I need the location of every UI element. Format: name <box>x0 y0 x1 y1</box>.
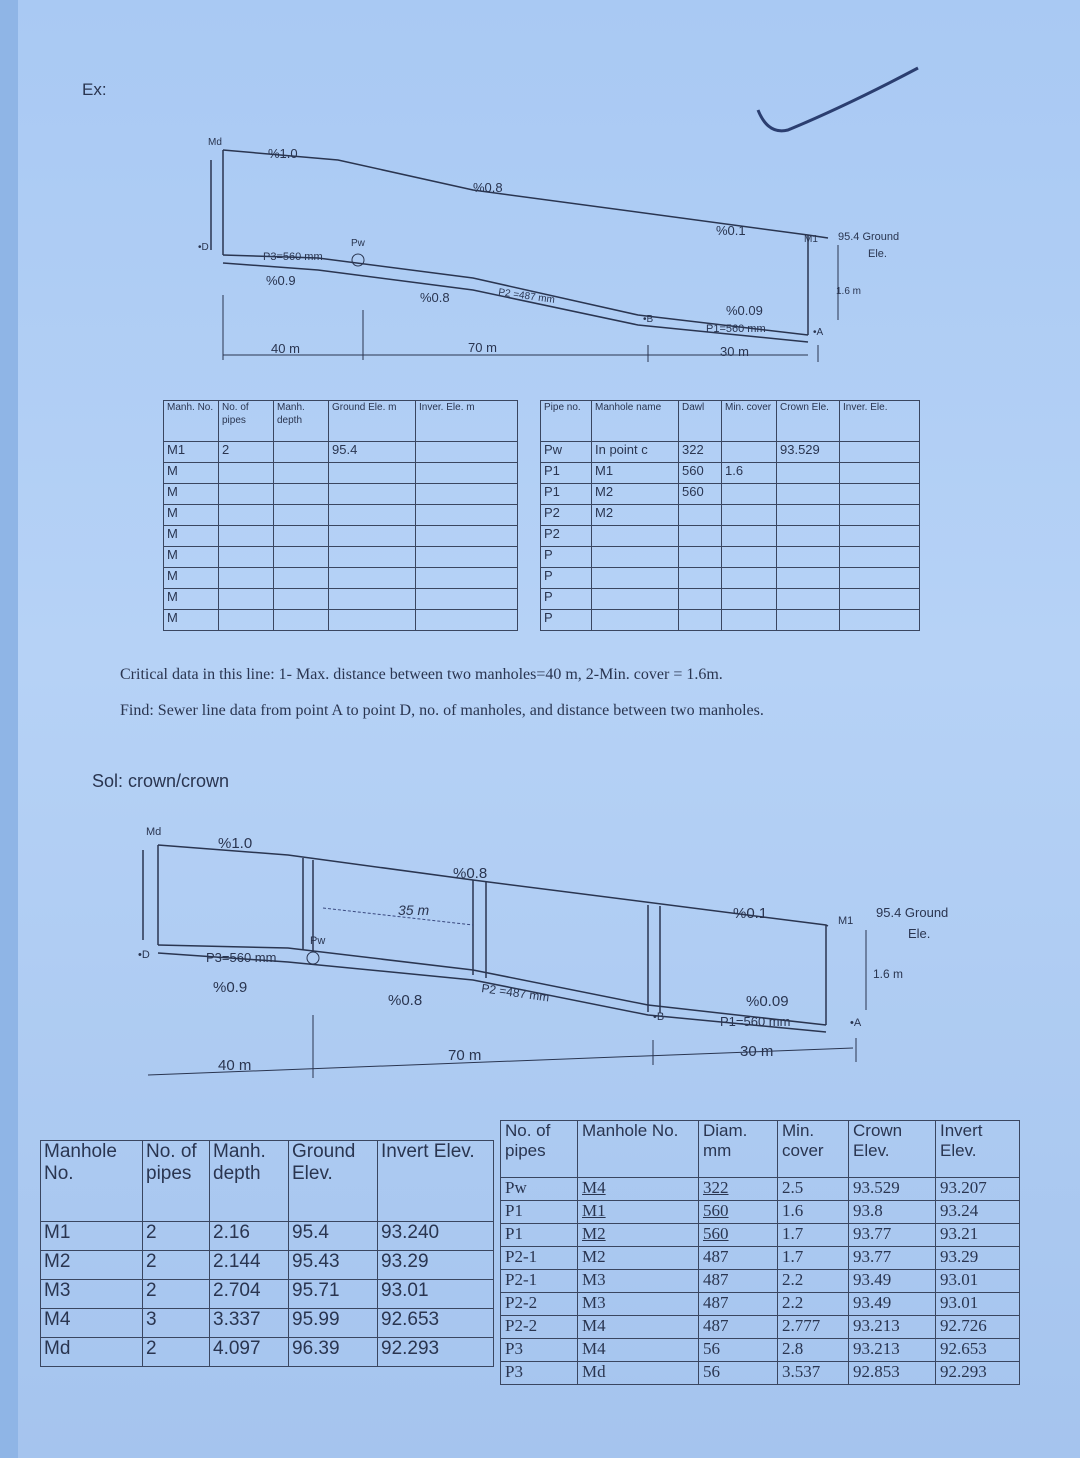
table2-cell <box>679 568 722 589</box>
table1-cell: M <box>164 505 219 526</box>
table4-cell: 322 <box>699 1178 778 1201</box>
table3-cell: 3 <box>143 1309 210 1338</box>
table3-cell: M1 <box>41 1222 143 1251</box>
d1-slope-top-right: %0.1 <box>716 223 746 238</box>
table3-cell: M3 <box>41 1280 143 1309</box>
t4-h0: No. of pipes <box>501 1121 578 1178</box>
d1-dist-3: 30 m <box>720 344 749 359</box>
table4-cell: 2.8 <box>778 1339 849 1362</box>
table2-cell: 93.529 <box>777 442 840 463</box>
table4-cell: Md <box>578 1362 699 1385</box>
table2-cell: 560 <box>679 484 722 505</box>
table2-cell <box>592 547 679 568</box>
table1-cell: M <box>164 526 219 547</box>
table2-cell: 560 <box>679 463 722 484</box>
table2-cell: M2 <box>592 505 679 526</box>
table2-cell: P <box>541 568 592 589</box>
table1-cell <box>329 568 416 589</box>
d1-slope-bottom-mid: %0.8 <box>420 290 450 305</box>
t1-h2: Manh. depth <box>274 401 329 442</box>
table1-cell: M <box>164 547 219 568</box>
d2-p1: P1=560 mm <box>720 1014 791 1029</box>
table2-cell <box>840 484 920 505</box>
t3-h1: No. of pipes <box>143 1141 210 1222</box>
table1-cell <box>274 484 329 505</box>
table1-cell <box>416 610 518 631</box>
table3-cell: 96.39 <box>289 1338 378 1367</box>
table-row <box>541 526 920 547</box>
table1-cell <box>329 484 416 505</box>
d2-p2: P2 =487 mm <box>480 981 551 1005</box>
d2-slope-top-right: %0.1 <box>733 905 768 922</box>
table4-cell: 93.49 <box>849 1270 936 1293</box>
table3-cell: 92.293 <box>378 1338 494 1367</box>
table-row <box>41 1309 494 1338</box>
table4-cell: 2.2 <box>778 1270 849 1293</box>
table1-cell: M <box>164 463 219 484</box>
table1-cell: M <box>164 484 219 505</box>
table-row <box>41 1251 494 1280</box>
table4-cell: 93.21 <box>936 1224 1020 1247</box>
t1-h3: Ground Ele. m <box>329 401 416 442</box>
table2-cell: In point c <box>592 442 679 463</box>
table3-cell: 2 <box>143 1338 210 1367</box>
table1-cell <box>219 484 274 505</box>
table2-cell <box>722 547 777 568</box>
table1-cell <box>329 505 416 526</box>
table-row <box>501 1247 1020 1270</box>
table4-cell: 487 <box>699 1316 778 1339</box>
table4-cell: 1.7 <box>778 1224 849 1247</box>
table-row <box>501 1270 1020 1293</box>
t4-h4: Crown Elev. <box>849 1121 936 1178</box>
d2-md: Md <box>146 826 162 838</box>
table4-cell: 93.213 <box>849 1339 936 1362</box>
table1-cell: M1 <box>164 442 219 463</box>
table3-cell: M4 <box>41 1309 143 1338</box>
d1-slope-bottom-left: %0.9 <box>266 273 296 288</box>
table-row <box>541 442 920 463</box>
table1-cell: 2 <box>219 442 274 463</box>
table4-cell: 3.537 <box>778 1362 849 1385</box>
table-row <box>164 589 518 610</box>
table2-cell: P <box>541 589 592 610</box>
t3-h4: Invert Elev. <box>378 1141 494 1222</box>
d1-ground-1: 95.4 Ground <box>838 231 900 243</box>
d2-dist-1: 40 m <box>218 1057 252 1074</box>
table4-cell: 93.24 <box>936 1201 1020 1224</box>
table-row <box>41 1280 494 1309</box>
d2-slope-top-mid: %0.8 <box>453 865 488 882</box>
sol-label: Sol: crown/crown <box>92 771 230 791</box>
table-row <box>501 1224 1020 1247</box>
table2-cell: 322 <box>679 442 722 463</box>
d2-point-b: •B <box>653 1011 665 1023</box>
table3-cell: 2.16 <box>210 1222 289 1251</box>
table4-cell: M2 <box>578 1247 699 1270</box>
table4-cell: 93.49 <box>849 1293 936 1316</box>
table2-cell <box>777 484 840 505</box>
table2-cell: P <box>541 610 592 631</box>
table4-cell: 487 <box>699 1247 778 1270</box>
d1-p2: P2 =487 mm <box>497 287 556 306</box>
table3-cell: 2.704 <box>210 1280 289 1309</box>
table3-cell: 93.29 <box>378 1251 494 1280</box>
pipe-table-blank <box>540 400 920 631</box>
d2-ground-2: Ele. <box>908 926 931 941</box>
table4-cell: Pw <box>501 1178 578 1201</box>
d1-p1: P1=560 mm <box>706 323 766 335</box>
table1-cell <box>219 526 274 547</box>
table-row <box>41 1338 494 1367</box>
d2-m1: M1 <box>838 915 854 927</box>
table1-cell <box>219 505 274 526</box>
table2-cell <box>777 589 840 610</box>
table2-cell <box>722 589 777 610</box>
table2-cell: P2 <box>541 526 592 547</box>
table4-cell: 487 <box>699 1293 778 1316</box>
table3-cell: 93.01 <box>378 1280 494 1309</box>
table2-cell: P2 <box>541 505 592 526</box>
table3-cell: 2 <box>143 1280 210 1309</box>
t2-h3: Min. cover <box>722 401 777 442</box>
table1-cell <box>274 442 329 463</box>
t4-h2: Diam. mm <box>699 1121 778 1178</box>
d2-slope-bottom-right: %0.09 <box>746 993 789 1010</box>
table1-cell <box>329 610 416 631</box>
table2-cell: 1.6 <box>722 463 777 484</box>
table-row <box>541 484 920 505</box>
sewer-profile-diagram-solution <box>108 820 968 1080</box>
table4-cell: 93.29 <box>936 1247 1020 1270</box>
d1-dist-2: 70 m <box>468 340 497 355</box>
table3-cell: 92.653 <box>378 1309 494 1338</box>
table2-cell: P1 <box>541 484 592 505</box>
table2-cell <box>840 442 920 463</box>
t3-h0: Manhole No. <box>41 1141 143 1222</box>
table-row <box>541 568 920 589</box>
table-row <box>164 526 518 547</box>
table-row <box>41 1222 494 1251</box>
table4-cell: 93.77 <box>849 1247 936 1270</box>
d1-p3: P3=560 mm <box>263 251 323 263</box>
d1-dist-1: 40 m <box>271 341 300 356</box>
table-row <box>164 547 518 568</box>
d2-pw: Pw <box>310 935 326 947</box>
table4-cell: 560 <box>699 1224 778 1247</box>
table1-cell <box>329 589 416 610</box>
d2-dist-2: 70 m <box>448 1047 482 1064</box>
table1-cell <box>219 547 274 568</box>
table4-cell: 93.77 <box>849 1224 936 1247</box>
d2-point-d: •D <box>138 949 150 961</box>
table4-cell: 92.293 <box>936 1362 1020 1385</box>
table4-cell: P2-1 <box>501 1247 578 1270</box>
table1-cell <box>416 505 518 526</box>
t1-h0: Manh. No. <box>164 401 219 442</box>
table-row <box>501 1201 1020 1224</box>
table-row <box>501 1178 1020 1201</box>
d2-slope-bottom-left: %0.9 <box>213 979 248 996</box>
table4-cell: P3 <box>501 1362 578 1385</box>
d2-point-a: •A <box>850 1017 862 1029</box>
table1-cell <box>274 463 329 484</box>
d1-pw: Pw <box>351 238 365 249</box>
table1-cell <box>329 463 416 484</box>
table4-cell: 1.6 <box>778 1201 849 1224</box>
table1-cell <box>416 484 518 505</box>
table2-cell <box>777 568 840 589</box>
table2-cell <box>722 505 777 526</box>
t3-h2: Manh. depth <box>210 1141 289 1222</box>
table2-cell: Pw <box>541 442 592 463</box>
table4-cell: 92.653 <box>936 1339 1020 1362</box>
d1-point-b: •B <box>643 314 654 325</box>
table4-cell: P2-1 <box>501 1270 578 1293</box>
table4-cell: P2-2 <box>501 1316 578 1339</box>
table4-cell: 93.213 <box>849 1316 936 1339</box>
d2-depth: 1.6 m <box>873 967 904 981</box>
table4-cell: 92.853 <box>849 1362 936 1385</box>
table-row <box>541 547 920 568</box>
table4-cell: 93.01 <box>936 1270 1020 1293</box>
ex-label: Ex: <box>82 80 107 99</box>
table4-cell: 56 <box>699 1362 778 1385</box>
table4-cell: 2.2 <box>778 1293 849 1316</box>
d1-m1: M1 <box>804 234 818 245</box>
table4-cell: P2-2 <box>501 1293 578 1316</box>
table1-cell <box>274 526 329 547</box>
d2-dist-3: 30 m <box>740 1043 774 1060</box>
t3-h3: Ground Elev. <box>289 1141 378 1222</box>
d1-depth: 1.6 m <box>836 286 862 297</box>
t4-h1: Manhole No. <box>578 1121 699 1178</box>
table1-cell <box>329 547 416 568</box>
table3-cell: 2.144 <box>210 1251 289 1280</box>
t4-h3: Min. cover <box>778 1121 849 1178</box>
table3-cell: 2 <box>143 1222 210 1251</box>
table4-cell: M4 <box>578 1316 699 1339</box>
pipe-solution-table <box>500 1120 1020 1385</box>
table2-cell <box>840 505 920 526</box>
table4-cell: 560 <box>699 1201 778 1224</box>
table2-cell <box>592 526 679 547</box>
sewer-profile-diagram-top <box>168 130 928 370</box>
table1-cell: M <box>164 568 219 589</box>
table4-cell: M2 <box>578 1224 699 1247</box>
table1-cell <box>219 589 274 610</box>
table2-cell <box>592 610 679 631</box>
table2-cell <box>722 568 777 589</box>
table3-cell: 95.4 <box>289 1222 378 1251</box>
table1-cell: M <box>164 589 219 610</box>
table2-cell <box>722 526 777 547</box>
table1-cell <box>274 610 329 631</box>
table-row <box>501 1362 1020 1385</box>
t1-h1: No. of pipes <box>219 401 274 442</box>
d1-slope-top-mid: %0.8 <box>473 180 503 195</box>
t2-h4: Crown Ele. <box>777 401 840 442</box>
table3-cell: 95.99 <box>289 1309 378 1338</box>
table2-cell <box>840 589 920 610</box>
table4-cell: M1 <box>578 1201 699 1224</box>
table1-cell <box>329 526 416 547</box>
table-row <box>501 1316 1020 1339</box>
document-page <box>18 0 1080 1458</box>
table4-cell: 93.01 <box>936 1293 1020 1316</box>
table2-cell: P <box>541 547 592 568</box>
table-row <box>541 505 920 526</box>
manhole-table-blank <box>163 400 518 631</box>
table-row <box>501 1339 1020 1362</box>
table4-cell: 93.207 <box>936 1178 1020 1201</box>
table1-cell <box>219 568 274 589</box>
table2-cell <box>777 526 840 547</box>
table2-cell <box>679 610 722 631</box>
t1-h4: Inver. Ele. m <box>416 401 518 442</box>
check-mark-icon <box>748 60 948 140</box>
table2-cell <box>679 547 722 568</box>
critical-data-text: Critical data in this line: 1- Max. distance between two manholes=40 m, 2-Min. cover = 1.6m. <box>120 666 723 683</box>
d1-slope-bottom-right: %0.09 <box>726 303 763 318</box>
table2-cell <box>592 568 679 589</box>
d2-slope-top-left: %1.0 <box>218 835 253 852</box>
table1-cell <box>416 568 518 589</box>
table2-cell <box>777 547 840 568</box>
table2-cell <box>592 589 679 610</box>
table4-cell: P1 <box>501 1201 578 1224</box>
table2-cell <box>722 484 777 505</box>
table-row <box>501 1293 1020 1316</box>
d1-md: Md <box>208 137 222 148</box>
table4-cell: 93.529 <box>849 1178 936 1201</box>
table-row <box>164 484 518 505</box>
table1-cell <box>274 589 329 610</box>
t2-h1: Manhole name <box>592 401 679 442</box>
table1-cell <box>274 568 329 589</box>
table2-cell <box>722 442 777 463</box>
table1-cell <box>274 505 329 526</box>
table1-cell <box>219 610 274 631</box>
d1-ground-2: Ele. <box>868 248 887 260</box>
table1-cell <box>274 547 329 568</box>
table4-cell: 2.5 <box>778 1178 849 1201</box>
table-row <box>541 589 920 610</box>
table-row <box>164 442 518 463</box>
table4-cell: 93.8 <box>849 1201 936 1224</box>
table-row <box>541 610 920 631</box>
d1-point-a: •A <box>813 327 824 338</box>
table2-cell <box>679 505 722 526</box>
table-row <box>164 610 518 631</box>
table2-cell <box>840 463 920 484</box>
table4-cell: 92.726 <box>936 1316 1020 1339</box>
table4-cell: M3 <box>578 1270 699 1293</box>
table4-cell: M4 <box>578 1339 699 1362</box>
table4-cell: 56 <box>699 1339 778 1362</box>
table2-cell <box>840 547 920 568</box>
table4-cell: 2.777 <box>778 1316 849 1339</box>
d2-handwritten-note: 35 m <box>398 902 430 918</box>
table1-cell <box>416 547 518 568</box>
table2-cell: P1 <box>541 463 592 484</box>
table1-cell <box>416 442 518 463</box>
table2-cell <box>777 463 840 484</box>
d1-slope-top-left: %1.0 <box>268 146 298 161</box>
manhole-solution-table <box>40 1140 494 1367</box>
table1-cell <box>416 463 518 484</box>
table2-cell: M1 <box>592 463 679 484</box>
table4-cell: P3 <box>501 1339 578 1362</box>
table-row <box>164 568 518 589</box>
t2-h5: Inver. Ele. <box>840 401 920 442</box>
table-row <box>164 463 518 484</box>
table4-cell: P1 <box>501 1224 578 1247</box>
find-text: Find: Sewer line data from point A to point D, no. of manholes, and distance between two manholes. <box>120 702 764 719</box>
table3-cell: 4.097 <box>210 1338 289 1367</box>
table2-cell <box>840 568 920 589</box>
table2-cell: M2 <box>592 484 679 505</box>
d2-p3: P3=560 mm <box>206 950 277 965</box>
t4-h5: Invert Elev. <box>936 1121 1020 1178</box>
table1-cell <box>219 463 274 484</box>
table2-cell <box>679 589 722 610</box>
table2-cell <box>679 526 722 547</box>
table4-cell: M4 <box>578 1178 699 1201</box>
table2-cell <box>777 505 840 526</box>
d2-slope-bottom-mid: %0.8 <box>388 992 423 1009</box>
table4-cell: M3 <box>578 1293 699 1316</box>
table3-cell: 95.43 <box>289 1251 378 1280</box>
table1-cell: 95.4 <box>329 442 416 463</box>
t2-h0: Pipe no. <box>541 401 592 442</box>
table3-cell: 2 <box>143 1251 210 1280</box>
table3-cell: Md <box>41 1338 143 1367</box>
table-row <box>164 505 518 526</box>
d2-ground-1: 95.4 Ground <box>876 905 949 920</box>
table3-cell: 3.337 <box>210 1309 289 1338</box>
table2-cell <box>840 610 920 631</box>
table2-cell <box>840 526 920 547</box>
table3-cell: 95.71 <box>289 1280 378 1309</box>
t2-h2: Dawl <box>679 401 722 442</box>
table4-cell: 487 <box>699 1270 778 1293</box>
table2-cell <box>777 610 840 631</box>
table1-cell <box>416 589 518 610</box>
table1-cell <box>416 526 518 547</box>
table2-cell <box>722 610 777 631</box>
table4-cell: 1.7 <box>778 1247 849 1270</box>
table3-cell: M2 <box>41 1251 143 1280</box>
d1-point-d: •D <box>198 242 209 253</box>
table3-cell: 93.240 <box>378 1222 494 1251</box>
table1-cell: M <box>164 610 219 631</box>
table-row <box>541 463 920 484</box>
